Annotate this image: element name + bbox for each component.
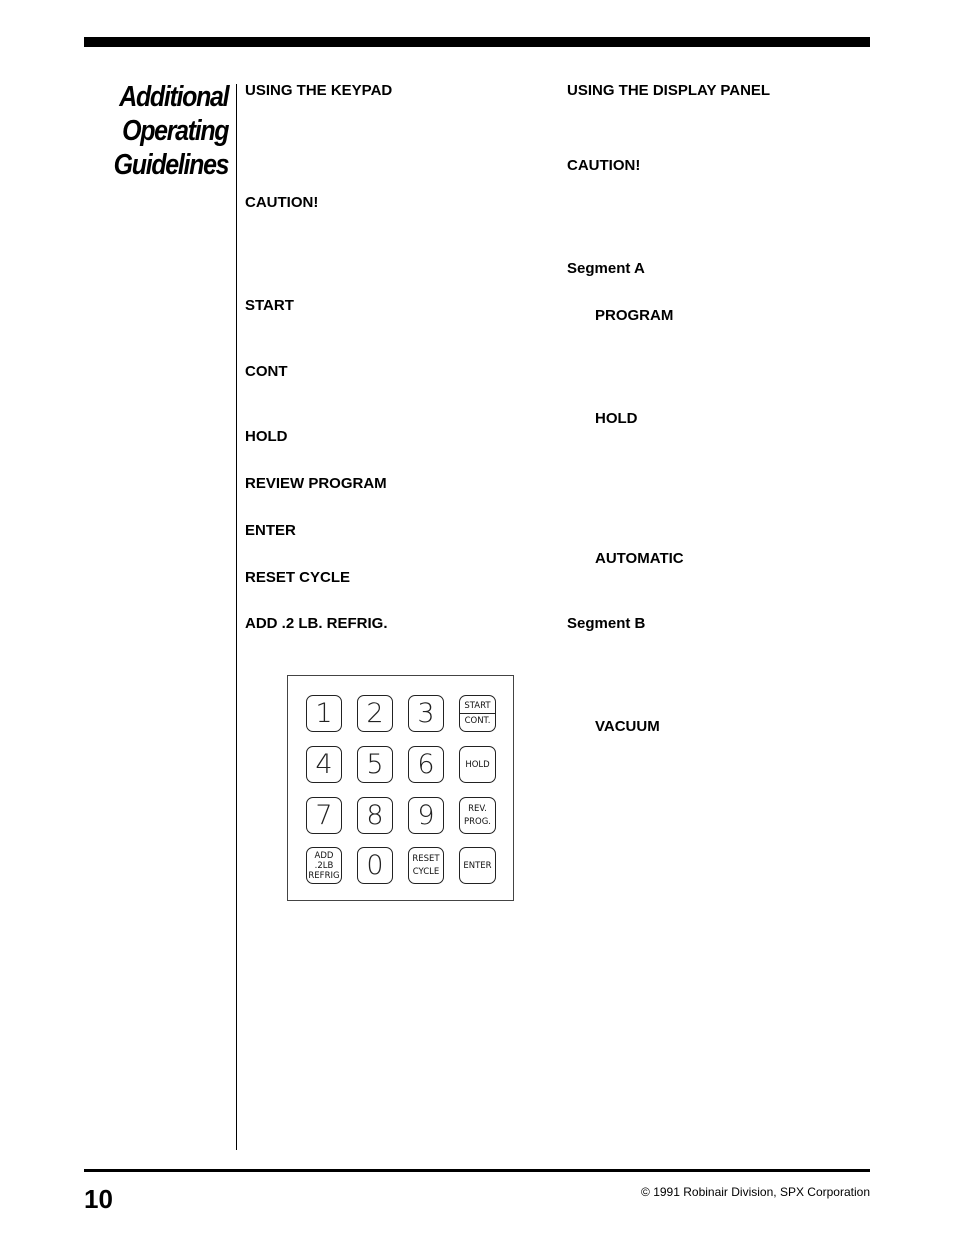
- key-prog-label: PROG.: [463, 817, 491, 827]
- column-divider: [236, 84, 237, 1150]
- section-title-line-2: Operating: [121, 115, 228, 147]
- key-2: 2: [357, 695, 393, 732]
- key-6: 6: [408, 746, 444, 783]
- bottom-rule: [84, 1169, 870, 1172]
- key-5: 5: [357, 746, 393, 783]
- review-program-heading: REVIEW PROGRAM: [245, 475, 387, 492]
- key-1: 1: [306, 695, 342, 732]
- key-enter: [459, 847, 496, 884]
- add-refrig-heading: ADD .2 LB. REFRIG.: [245, 615, 388, 632]
- keypad-caution: CAUTION!: [245, 194, 319, 211]
- enter-heading: ENTER: [245, 522, 296, 539]
- cont-heading: CONT: [245, 363, 288, 380]
- key-4: 4: [306, 746, 342, 783]
- key-3: 3: [408, 695, 444, 732]
- key-start-divider: [460, 713, 495, 714]
- section-title: [113, 80, 228, 182]
- program-heading: PROGRAM: [595, 307, 674, 324]
- key-add-refrig: [306, 847, 342, 884]
- reset-cycle-heading: RESET CYCLE: [245, 569, 351, 586]
- segment-b-heading: Segment B: [567, 615, 646, 632]
- key-0: 0: [357, 847, 393, 884]
- automatic-heading: AUTOMATIC: [595, 550, 684, 567]
- key-rev-prog: [459, 797, 496, 834]
- key-add-line3: REFRIG: [308, 870, 340, 881]
- segment-a-heading: Segment A: [567, 260, 645, 277]
- display-hold-heading: HOLD: [595, 410, 638, 427]
- keypad-heading: USING THE KEYPAD: [245, 82, 393, 99]
- key-add-line1: ADD: [314, 850, 334, 861]
- key-cont-label: CONT.: [464, 716, 491, 726]
- key-hold-label: HOLD: [465, 759, 490, 770]
- section-title-line-1: Additional: [118, 81, 228, 113]
- key-start-cont: [459, 695, 496, 732]
- page-number: 10: [84, 1184, 113, 1214]
- key-reset-cycle: [408, 847, 444, 884]
- hold-heading: HOLD: [245, 428, 288, 445]
- key-hold: [459, 746, 496, 783]
- key-add-line2: .2LB: [314, 860, 334, 871]
- section-title-line-3: Guidelines: [113, 149, 228, 181]
- key-reset-line2: CYCLE: [412, 867, 440, 877]
- key-reset-line1: RESET: [412, 854, 440, 864]
- vacuum-heading: VACUUM: [595, 718, 660, 735]
- key-rev-label: REV.: [468, 804, 487, 814]
- display-caution: CAUTION!: [567, 157, 641, 174]
- key-start-label: START: [464, 701, 491, 711]
- key-enter-label: ENTER: [463, 860, 492, 871]
- start-heading: START: [245, 297, 294, 314]
- key-9: 9: [408, 797, 444, 834]
- display-panel-heading: USING THE DISPLAY PANEL: [567, 82, 771, 99]
- keypad-illustration: [287, 675, 514, 901]
- copyright-notice: © 1991 Robinair Division, SPX Corporation: [641, 1185, 870, 1199]
- key-7: 7: [306, 797, 342, 834]
- key-8: 8: [357, 797, 393, 834]
- top-rule: [84, 37, 870, 47]
